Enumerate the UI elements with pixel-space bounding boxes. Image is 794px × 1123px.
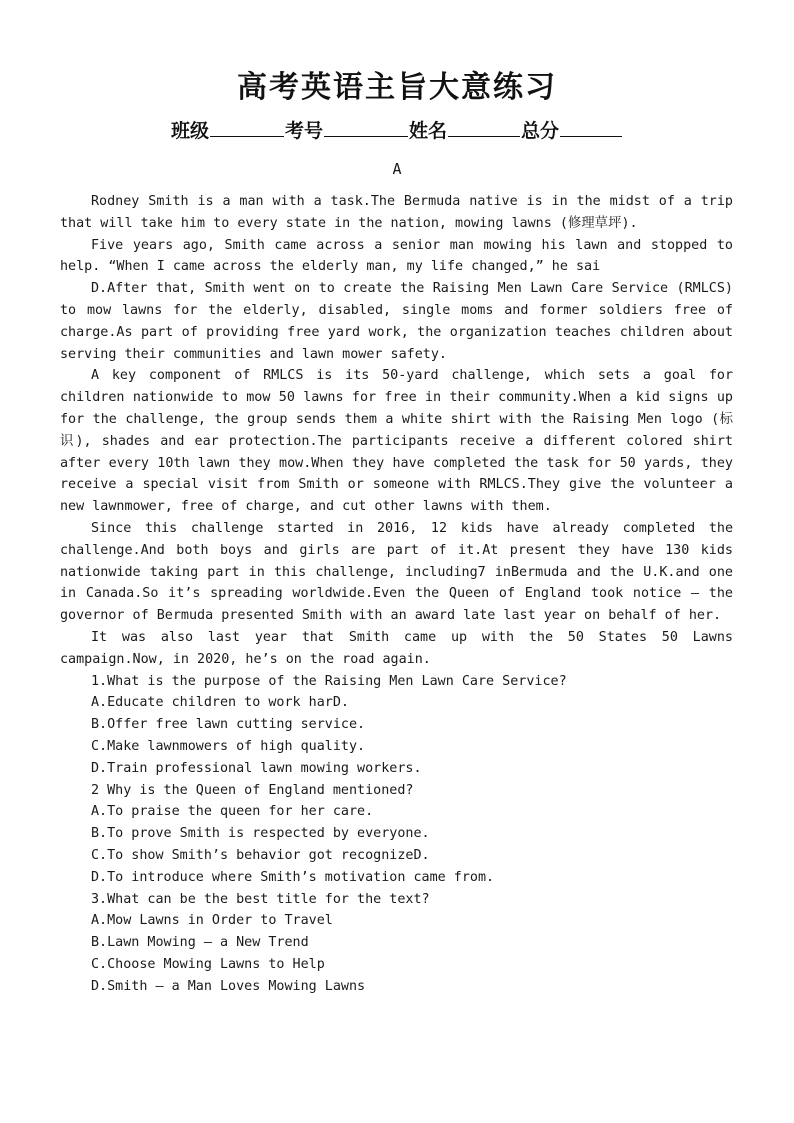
exam-number-blank[interactable] — [324, 120, 408, 137]
question-2: 2 Why is the Queen of England mentioned? — [91, 782, 414, 798]
class-label: 班级 — [170, 120, 209, 142]
question-2-option-b[interactable]: B.To prove Smith is respected by everyone. — [91, 826, 430, 842]
question-3-option-b[interactable]: B.Lawn Mowing — a New Trend — [91, 935, 309, 951]
passage-paragraph: Since this challenge started in 2016, 12 kids have already completed the challenge.And both boys and girls are part of it.At present they have 130 kids nationwide taking part in this challenge, including7 inBermuda and the U.K.and one in Canada.So it’s spreading worldwide.Even the Queen of England took notice — the governor of Bermuda presented Smith with an award late last year on behalf of her. — [60, 520, 733, 624]
question-1-option-c[interactable]: C.Make lawnmowers of high quality. — [91, 738, 366, 754]
passage-paragraph: Rodney Smith is a man with a task.The Bermuda native is in the midst of a trip that will take him to every state in the nation, mowing lawns (修理草坪). — [60, 194, 733, 231]
student-info-line — [0, 116, 794, 143]
passage-paragraph: A key component of RMLCS is its 50-yard challenge, which sets a goal for children nationwide to mow 50 lawns for free in their community.When a kid signs up for the challenge, the group sends them a white shirt with the Raising Men logo (标识), shades and ear protection.The participants receive a different colored shirt after every 10th lawn they mow.When they have completed the task for 50 yards, they receive a special visit from Smith or someone with RMLCS.They give the volunteer a new lawnmower, free of charge, and cut other lawns with them. — [60, 368, 733, 515]
question-3-option-d[interactable]: D.Smith — a Man Loves Mowing Lawns — [91, 978, 366, 994]
name-label: 姓名 — [409, 120, 448, 142]
question-3-option-c[interactable]: C.Choose Mowing Lawns to Help — [91, 956, 325, 972]
section-label: A — [392, 160, 402, 178]
page-title: 高考英语主旨大意练习 — [237, 70, 557, 105]
question-1: 1.What is the purpose of the Raising Men Lawn Care Service? — [91, 673, 567, 689]
passage-paragraph: It was also last year that Smith came up with the 50 States 50 Lawns campaign.Now, in 2020, he’s on the road again. — [60, 629, 733, 667]
question-1-option-d[interactable]: D.Train professional lawn mowing workers. — [91, 760, 422, 776]
passage-paragraph: D.After that, Smith went on to create the Raising Men Lawn Care Service (RMLCS) to mow lawns for the elderly, disabled, single moms and former soldiers free of charge.As part of providing free yard work, the organization teaches children about serving their communities and lawn mower safety. — [60, 281, 733, 362]
total-score-label: 总分 — [521, 120, 560, 142]
total-score-blank[interactable] — [560, 120, 622, 137]
passage-paragraph: Five years ago, Smith came across a senior man mowing his lawn and stopped to help. “When I came across the elderly man, my life changed,” he sai — [60, 237, 733, 275]
question-2-option-a[interactable]: A.To praise the queen for her care. — [91, 804, 374, 820]
passage-body — [60, 191, 733, 997]
question-1-option-a[interactable]: A.Educate children to work harD. — [91, 695, 349, 711]
question-1-option-b[interactable]: B.Offer free lawn cutting service. — [91, 717, 366, 733]
question-3-option-a[interactable]: A.Mow Lawns in Order to Travel — [91, 913, 333, 929]
class-blank[interactable] — [210, 120, 284, 137]
name-blank[interactable] — [448, 120, 520, 137]
question-3: 3.What can be the best title for the text? — [91, 891, 430, 907]
question-2-option-d[interactable]: D.To introduce where Smith’s motivation came from. — [91, 869, 495, 885]
exam-number-label: 考号 — [284, 120, 323, 142]
question-2-option-c[interactable]: C.To show Smith’s behavior got recognizeD. — [91, 847, 430, 863]
